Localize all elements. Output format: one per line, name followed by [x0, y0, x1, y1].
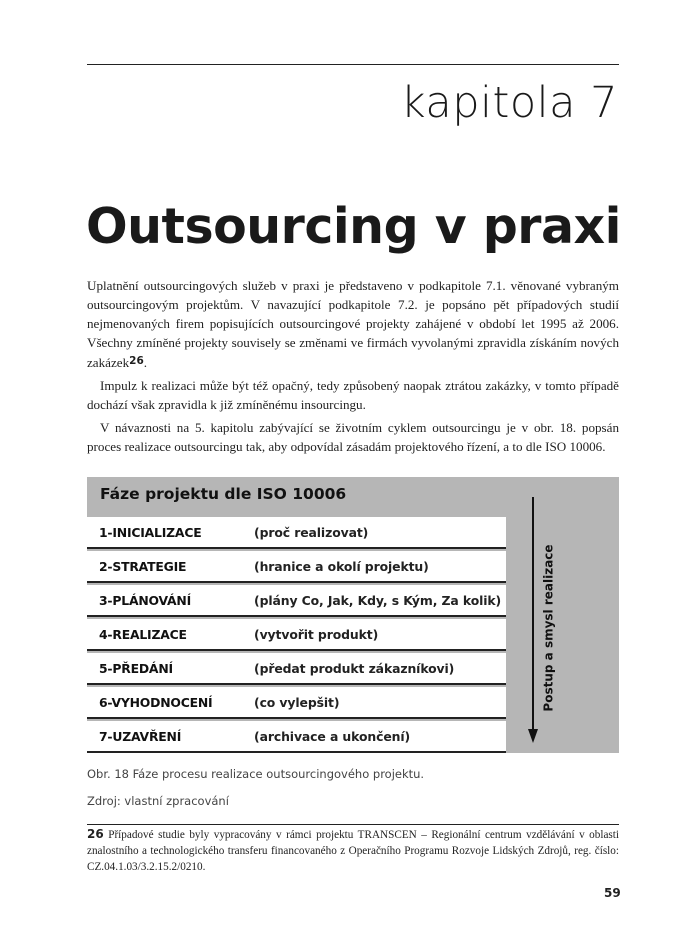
footnote-rule [87, 824, 619, 825]
chapter-title: Outsourcing v praxi [86, 198, 621, 255]
phase-row [87, 517, 506, 549]
phase-description: (archivace a ukončení) [254, 728, 411, 744]
phase-name: 1-INICIALIZACE [99, 524, 202, 540]
phase-row [87, 619, 506, 651]
phase-description: (předat produkt zákazníkovi) [254, 660, 455, 676]
phase-description: (plány Co, Jak, Kdy, s Kým, Za kolik) [254, 592, 502, 608]
chapter-label: kapitola 7 [400, 78, 618, 128]
phase-name: 3-PLÁNOVÁNÍ [99, 592, 192, 608]
paragraph-1: Uplatnění outsourcingových služeb v praxi je představeno v podkapitole 7.1. věnované vybraným outsourcingovým projektům. V navazující podkapitole 7.2. je popsáno pět případových studií nejmenovaných firem popisujících outsourcingové projekty zahájené v období let 1995 až 2006. Všechny zmíněné projekty souvisely se změnami ve firmách vyvolanými zpravidla získáním nových zakázek$^{26}$. [87, 278, 619, 370]
phase-row [87, 585, 506, 617]
phase-description: (proč realizovat) [254, 524, 369, 540]
phase-description: (hranice a okolí projektu) [254, 558, 429, 574]
footnote-number: 26 [87, 827, 104, 841]
figure-source: Zdroj: vlastní zpracování [87, 794, 229, 808]
phase-name: 6-VYHODNOCENÍ [99, 694, 213, 710]
phase-row [87, 653, 506, 685]
phase-description: (vytvořit produkt) [254, 626, 379, 642]
phase-row [87, 551, 506, 583]
footnote-reference[interactable]: 26 [129, 355, 144, 367]
paragraph-3: V návaznosti na 5. kapitolu zabývající se životním cyklem outsourcingu je v obr. 18. popsán proces realizace outsourcingu tak, aby odpovídal zásadám projektového řízení, a to dle ISO 10006. [87, 420, 619, 454]
figure-caption: Obr. 18 Fáze procesu realizace outsourcingového projektu. [87, 767, 425, 781]
figure-title: Fáze projektu dle ISO 10006 [100, 485, 347, 503]
body-text [87, 276, 619, 460]
phase-row [87, 721, 506, 753]
iso-phase-figure [87, 477, 619, 753]
phase-list [87, 517, 506, 755]
side-label: Postup a smysl realizace [542, 544, 556, 712]
paragraph-2: Impulz k realizaci může být též opačný, tedy způsobený naopak ztrátou zakázky, v tomto případě dochází však zpravidla k již zmíněnému insourcingu. [87, 378, 619, 412]
phase-row [87, 687, 506, 719]
phase-name: 4-REALIZACE [99, 626, 187, 642]
phase-name: 2-STRATEGIE [99, 558, 187, 574]
phase-name: 5-PŘEDÁNÍ [99, 660, 173, 676]
top-rule [87, 64, 619, 65]
footnote: 26 Případové studie byly vypracovány v rámci projektu TRANSCEN – Regionální centrum vzdělávání v oblasti znalostního a technologického transferu financovaného z Operačního Programu Rozvoje Lidských Zdrojů, reg. číslo: CZ.04.1.03/3.2.15.2/0210. [87, 827, 619, 873]
phase-name: 7-UZAVŘENÍ [99, 728, 182, 744]
page-number: 59 [604, 886, 621, 900]
phase-description: (co vylepšit) [254, 694, 340, 710]
